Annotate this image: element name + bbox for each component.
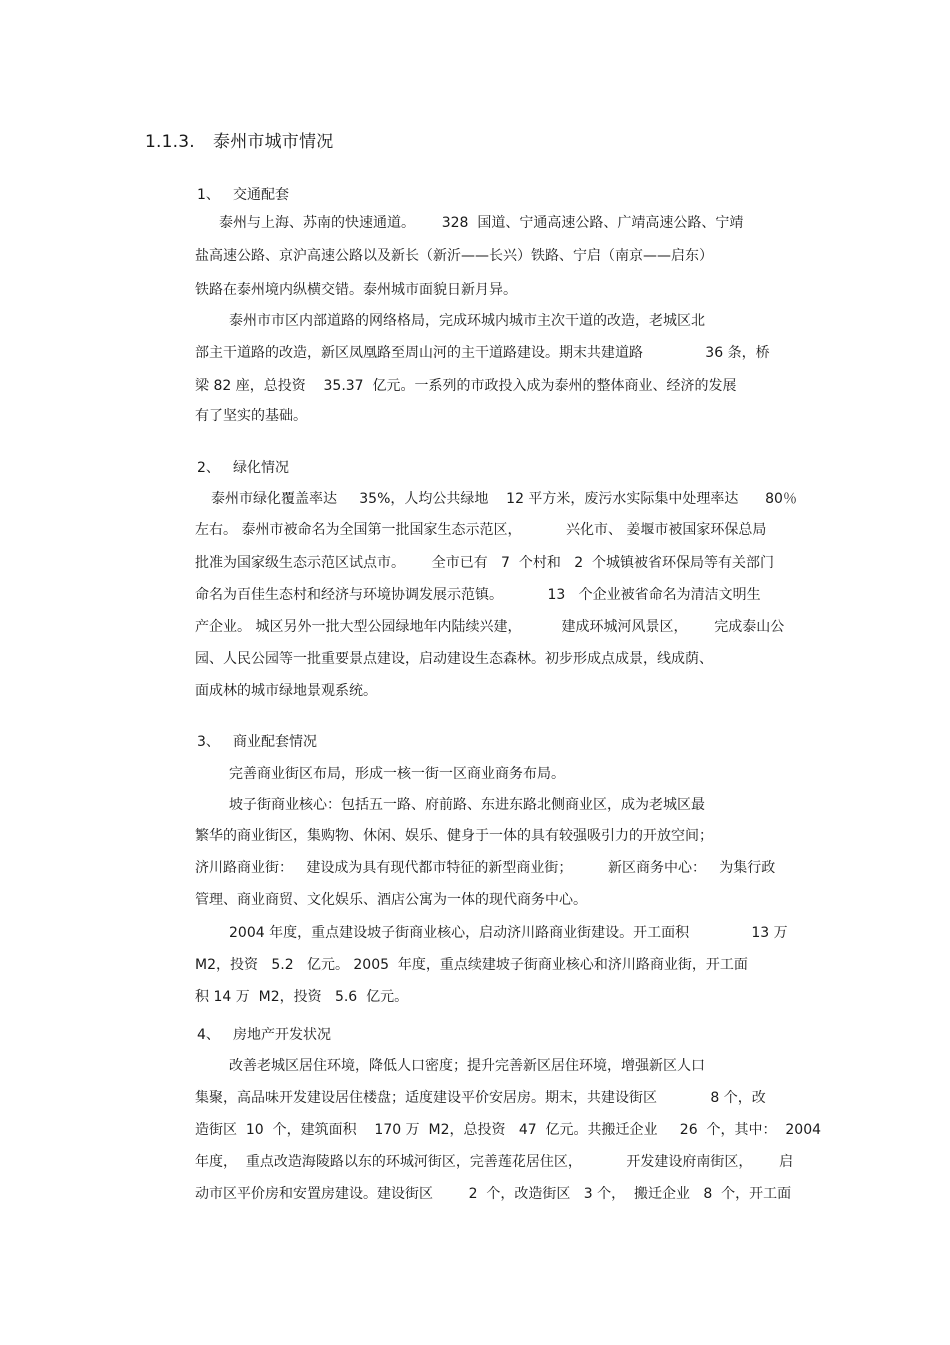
paragraph-line: 完善商业街区布局，形成一核一街一区商业商务布局。: [229, 766, 565, 782]
subsection-title: 房地产开发状况: [233, 1027, 331, 1043]
paragraph-line: 泰州市绿化覆盖率达 35%，人均公共绿地 12 平方米，废污水实际集中处理率达 80％: [211, 491, 797, 507]
paragraph-line: 繁华的商业街区，集购物、休闲、娱乐、健身于一体的具有较强吸引力的开放空间；: [195, 828, 713, 844]
subsection-number: 3、: [197, 734, 220, 750]
subsection-title-real-estate: [197, 1024, 331, 1044]
paragraph-line: 动市区平价房和安置房建设。建设街区 2 个，改造街区 3 个， 搬迁企业 8 个，开工面: [195, 1186, 792, 1202]
paragraph-line: 部主干道路的改造，新区凤凰路至周山河的主干道路建设。期末共建道路 36 条，桥: [195, 345, 770, 361]
subsection-title-greening: [197, 457, 289, 477]
paragraph-line: 泰州与上海、苏南的快速通道。 328 国道、宁通高速公路、广靖高速公路、宁靖: [219, 215, 744, 231]
paragraph-line: 铁路在泰州境内纵横交错。泰州城市面貌日新月异。: [195, 282, 517, 298]
paragraph-line: 泰州市市区内部道路的网络格局，完成环城内城市主次干道的改造，老城区北: [229, 313, 705, 329]
paragraph-line: 园、人民公园等一批重要景点建设，启动建设生态森林。初步形成点成景，线成荫、: [195, 651, 713, 667]
paragraph-line: 命名为百佳生态村和经济与环境协调发展示范镇。 13 个企业被省命名为清洁文明生: [195, 587, 761, 603]
paragraph-line: 管理、商业商贸、文化娱乐、酒店公寓为一体的现代商务中心。: [195, 892, 587, 908]
subsection-title: 交通配套: [233, 187, 289, 203]
paragraph-line: 盐高速公路、京沪高速公路以及新长（新沂——长兴）铁路、宁启（南京——启东）: [195, 248, 713, 264]
paragraph-line: 年度， 重点改造海陵路以东的环城河街区，完善莲花居住区， 开发建设府南街区， 启: [195, 1154, 794, 1170]
subsection-title-commerce: [197, 731, 317, 751]
paragraph-line: 济川路商业街： 建设成为具有现代都市特征的新型商业街； 新区商务中心： 为集行政: [195, 860, 776, 876]
subsection-number: 1、: [197, 187, 220, 203]
paragraph-line: 梁 82 座，总投资 35.37 亿元。一系列的市政投入成为泰州的整体商业、经济的发展: [195, 378, 737, 394]
heading-number: 1.1.3.: [145, 132, 195, 152]
paragraph-line: 2004 年度，重点建设坡子街商业核心，启动济川路商业街建设。开工面积 13 万: [229, 925, 788, 941]
paragraph-line: 积 14 万 M2，投资 5.6 亿元。: [195, 989, 409, 1005]
section-heading: [145, 127, 333, 152]
paragraph-line: 面成林的城市绿地景观系统。: [195, 683, 377, 699]
paragraph-line: 左右。 泰州市被命名为全国第一批国家生态示范区， 兴化市、 姜堰市被国家环保总局: [195, 522, 767, 538]
paragraph-line: 坡子街商业核心：包括五一路、府前路、东进东路北侧商业区，成为老城区最: [229, 797, 705, 813]
subsection-number: 2、: [197, 460, 220, 476]
paragraph-line: 改善老城区居住环境，降低人口密度；提升完善新区居住环境，增强新区人口: [229, 1058, 705, 1074]
heading-title: 泰州市城市情况: [213, 132, 334, 152]
paragraph-line: 有了坚实的基础。: [195, 408, 307, 424]
paragraph-line: 集聚，高品味开发建设居住楼盘；适度建设平价安居房。期末，共建设街区 8 个，改: [195, 1090, 766, 1106]
subsection-title-transport: [197, 184, 289, 204]
subsection-number: 4、: [197, 1027, 220, 1043]
subsection-title: 商业配套情况: [233, 734, 317, 750]
paragraph-line: 批准为国家级生态示范区试点市。 全市已有 7 个村和 2 个城镇被省环保局等有关部门: [195, 555, 775, 571]
paragraph-line: 产企业。 城区另外一批大型公园绿地年内陆续兴建， 建成环城河风景区， 完成泰山公: [195, 619, 785, 635]
paragraph-line: M2，投资 5.2 亿元。 2005 年度，重点续建坡子街商业核心和济川路商业街，开工面: [195, 957, 748, 973]
paragraph-line: 造街区 10 个，建筑面积 170 万 M2，总投资 47 亿元。共搬迁企业 26 个，其中： 2004: [195, 1122, 822, 1138]
subsection-title: 绿化情况: [233, 460, 289, 476]
